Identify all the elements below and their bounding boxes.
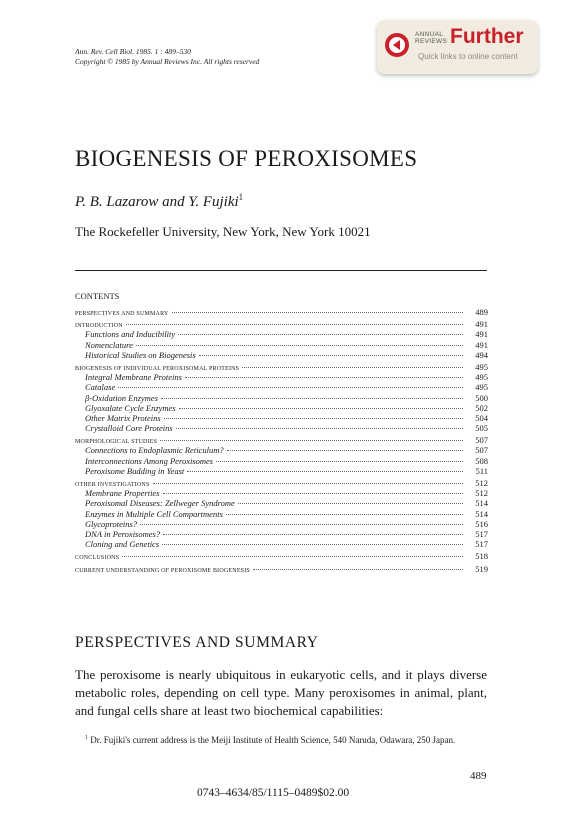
toc-entry[interactable] [75, 529, 488, 539]
toc-leader-dots [140, 524, 463, 525]
toc-entry[interactable] [75, 509, 488, 519]
toc-entry-label: Membrane Properties [85, 488, 160, 499]
toc-entry-page: 504 [475, 412, 488, 423]
toc-entry[interactable] [75, 372, 488, 382]
toc-entry-label: PERSPECTIVES AND SUMMARY [75, 311, 169, 317]
body-paragraph: The peroxisome is nearly ubiquitous in eukaryotic cells, and it plays diverse metabolic roles, depending on cell type. Many peroxisomes in animal, plant, and fungal cells share at least two biochemical capabilities: [75, 667, 487, 718]
toc-entry-page: 491 [475, 319, 488, 330]
journal-citation [75, 47, 259, 67]
toc-entry[interactable] [75, 413, 488, 423]
toc-entry-page: 495 [475, 382, 488, 393]
price-code: 0743–4634/85/1115–0489$02.00 [197, 787, 350, 799]
toc-leader-dots [163, 493, 463, 494]
toc-entry-page: 508 [475, 455, 488, 466]
toc-leader-dots [253, 569, 463, 570]
divider-rule [75, 270, 487, 271]
toc-entry-label: Nomenclature [85, 339, 133, 350]
further-wordmark: Further [450, 25, 524, 48]
toc-entry-label: MORPHOLOGICAL STUDIES [75, 439, 158, 446]
further-tagline: Quick links to online content [418, 52, 518, 61]
toc-leader-dots [179, 408, 463, 409]
toc-entry-page: 518 [475, 551, 488, 562]
toc-entry-page: 495 [475, 372, 488, 383]
toc-entry-page: 502 [475, 402, 488, 413]
toc-entry[interactable] [75, 498, 488, 508]
toc-leader-dots [122, 556, 463, 557]
toc-entry-label: Peroxisomal Diseases: Zellweger Syndrome [85, 498, 235, 509]
toc-entry[interactable] [75, 393, 488, 403]
toc-entry-page: 491 [475, 329, 488, 340]
toc-entry-page: 514 [475, 498, 488, 509]
toc-entry[interactable] [75, 539, 488, 549]
toc-entry-label: Other Matrix Proteins [85, 412, 161, 423]
play-arrow-icon [385, 33, 409, 57]
toc-entry-label: Enzymes in Multiple Cell Compartments [85, 508, 223, 519]
toc-entry-page: 494 [475, 349, 488, 360]
toc-leader-dots [187, 471, 463, 472]
toc-entry[interactable] [75, 466, 488, 476]
toc-entry[interactable] [75, 423, 488, 433]
toc-leader-dots [242, 367, 463, 368]
toc-leader-dots [176, 428, 463, 429]
toc-leader-dots [162, 544, 463, 545]
table-of-contents [75, 307, 488, 574]
toc-entry-page: 512 [475, 478, 488, 488]
citation-line-2: Copyright © 1985 by Annual Reviews Inc. All rights reserved [75, 57, 260, 66]
toc-entry-label: Glycoproteins? [85, 518, 138, 529]
toc-entry-page: 507 [475, 445, 488, 456]
footnote: $^1$ Dr. Fujiki's current address is the Meiji Institute of Health Science, 540 Naruda, Odawara, 250 Japan. [85, 735, 456, 745]
toc-leader-dots [172, 312, 464, 313]
toc-entry-label: Functions and Inducibility [85, 329, 176, 340]
toc-entry-page: 517 [475, 539, 488, 550]
toc-entry-label: CURRENT UNDERSTANDING OF PEROXISOME BIOGENESIS [75, 567, 250, 574]
toc-entry[interactable] [75, 350, 488, 360]
further-badge[interactable] [377, 20, 538, 74]
toc-leader-dots [161, 398, 463, 399]
toc-entry-page: 519 [475, 563, 488, 574]
toc-entry[interactable] [75, 382, 488, 392]
toc-entry[interactable] [75, 519, 488, 529]
toc-entry[interactable] [75, 403, 488, 413]
toc-leader-dots [178, 334, 463, 335]
toc-entry-page: 491 [475, 339, 488, 350]
toc-entry-page: 512 [475, 488, 488, 499]
toc-entry[interactable] [75, 551, 488, 561]
toc-entry-label: BIOGENESIS OF INDIVIDUAL PEROXISOMAL PROTEINS [75, 365, 240, 372]
toc-entry-label: Crystalloid Core Proteins [85, 423, 173, 434]
toc-leader-dots [126, 324, 463, 325]
toc-leader-dots [199, 355, 463, 356]
author-affiliation: The Rockefeller University, New York, New York 10021 [75, 224, 371, 239]
toc-entry-label: Cloning and Genetics [85, 539, 160, 550]
toc-entry[interactable] [75, 307, 488, 317]
toc-entry-page: 500 [475, 392, 488, 403]
toc-leader-dots [160, 440, 463, 441]
toc-entry-page: 514 [475, 508, 488, 519]
toc-entry[interactable] [75, 456, 488, 466]
toc-leader-dots [216, 461, 463, 462]
contents-heading: CONTENTS [75, 291, 120, 301]
toc-entry-label: Connections to Endoplasmic Reticulum? [85, 445, 224, 456]
annual-reviews-wordmark: ANNUAL REVIEWS [415, 31, 448, 45]
toc-entry[interactable] [75, 488, 488, 498]
toc-leader-dots [226, 514, 463, 515]
toc-leader-dots [227, 450, 463, 451]
toc-entry-page: 517 [475, 528, 488, 539]
toc-entry-label: Peroxisome Budding in Yeast [85, 465, 185, 476]
page-number: 489 [470, 770, 487, 782]
article-title: BIOGENESIS OF PEROXISOMES [75, 146, 418, 171]
toc-leader-dots [163, 534, 463, 535]
toc-leader-dots [118, 387, 463, 388]
toc-entry-label: CONCLUSIONS [75, 555, 120, 562]
toc-entry-label: INTRODUCTION [75, 323, 123, 330]
toc-entry[interactable] [75, 435, 488, 445]
citation-line-1: Ann. Rev. Cell Biol. 1985. 1 : 489–530 [75, 47, 191, 56]
toc-leader-dots [238, 503, 463, 504]
toc-entry[interactable] [75, 340, 488, 350]
toc-entry-page: 505 [475, 423, 488, 434]
toc-leader-dots [136, 345, 463, 346]
article-authors: P. B. Lazarow and Y. Fujiki$^1$ [75, 192, 244, 210]
toc-entry-label: Catalase [85, 382, 116, 393]
toc-entry-label: DNA in Peroxisomes? [85, 528, 161, 539]
footnote-mark: 1 [85, 735, 88, 741]
toc-entry-label: Interconnections Among Peroxisomes [85, 455, 214, 466]
toc-leader-dots [185, 377, 463, 378]
toc-entry-page: 489 [475, 307, 488, 317]
toc-entry-page: 495 [475, 361, 488, 372]
toc-entry[interactable] [75, 319, 488, 329]
section-heading: PERSPECTIVES AND SUMMARY [75, 634, 319, 651]
toc-entry-label: Historical Studies on Biogenesis [85, 349, 196, 360]
toc-entry-label: Glyoxalate Cycle Enzymes [85, 402, 176, 413]
toc-entry[interactable] [75, 478, 488, 488]
toc-entry[interactable] [75, 329, 488, 339]
toc-entry-label: OTHER INVESTIGATIONS [75, 482, 150, 488]
toc-entry-page: 511 [475, 465, 488, 476]
toc-entry[interactable] [75, 564, 488, 574]
toc-leader-dots [153, 483, 464, 484]
toc-entry[interactable] [75, 445, 488, 455]
toc-entry-label: β-Oxidation Enzymes [85, 392, 158, 403]
author-footnote-mark[interactable]: 1 [238, 192, 244, 202]
toc-entry-page: 516 [475, 518, 488, 529]
toc-entry-label: Integral Membrane Proteins [85, 372, 182, 383]
toc-leader-dots [164, 418, 463, 419]
toc-entry[interactable] [75, 362, 488, 372]
toc-entry-page: 507 [475, 435, 488, 446]
